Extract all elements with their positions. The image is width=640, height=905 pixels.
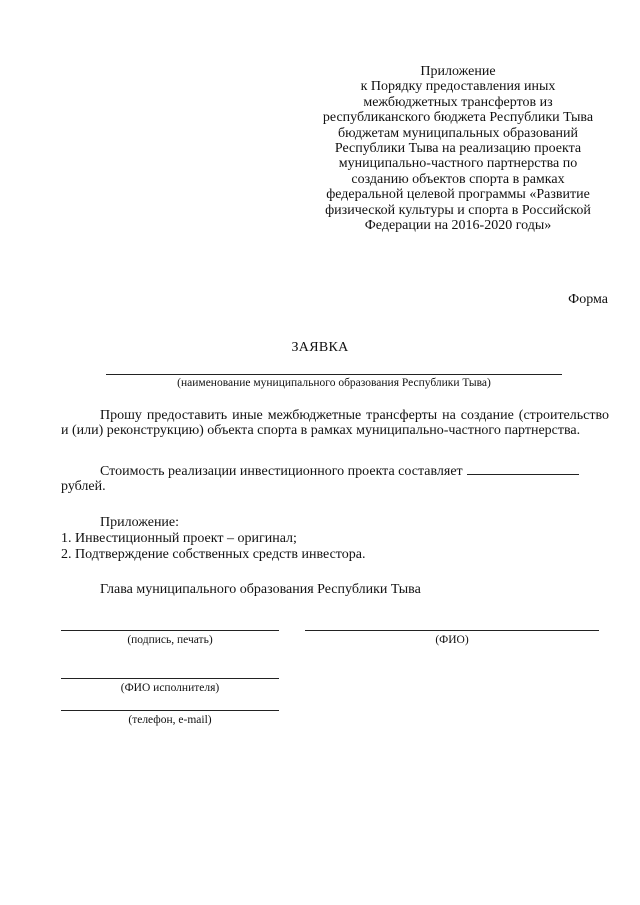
cost-paragraph xyxy=(61,463,609,479)
signature-line[interactable] xyxy=(61,630,279,631)
appendix-line: физической культуры и спорта в Российской xyxy=(325,202,591,218)
attachments-heading: Приложение: xyxy=(100,515,180,530)
appendix-line: к Порядку предоставления иных xyxy=(360,79,556,95)
form-label: Форма xyxy=(568,292,608,307)
cost-amount-field[interactable] xyxy=(467,463,579,475)
full-name-line[interactable] xyxy=(305,630,599,631)
attachment-item: 2. Подтверждение собственных средств инвестора. xyxy=(61,547,366,562)
appendix-line: бюджетам муниципальных образований xyxy=(338,125,578,141)
cost-unit: рублей. xyxy=(61,479,106,494)
appendix-line: Республики Тыва на реализацию проекта xyxy=(334,141,582,157)
attachment-item: 1. Инвестиционный проект – оригинал; xyxy=(61,531,297,546)
contacts-line[interactable] xyxy=(61,710,279,711)
appendix-line: созданию объектов спорта в рамках xyxy=(351,171,565,187)
municipality-name-caption: (наименование муниципального образования Республики Тыва) xyxy=(177,377,491,389)
full-name-caption: (ФИО) xyxy=(435,634,469,646)
signature-caption: (подпись, печать) xyxy=(127,634,213,646)
appendix-line: муниципально-частного партнерства по xyxy=(338,156,578,172)
appendix-line: межбюджетных трансфертов из xyxy=(363,94,553,110)
cost-text: Стоимость реализации инвестиционного проекта составляет xyxy=(100,464,463,479)
executor-line[interactable] xyxy=(61,678,279,679)
request-paragraph: Прошу предоставить иные межбюджетные трансферты на создание (строительство и (или) реконструкцию) объекта спорта в рамках муниципально-частного партнерства. xyxy=(61,408,609,438)
appendix-line: федеральной целевой программы «Развитие xyxy=(326,187,590,203)
document-title: ЗАЯВКА xyxy=(291,340,349,355)
appendix-line: Федерации на 2016-2020 годы» xyxy=(364,218,552,234)
head-title: Глава муниципального образования Республики Тыва xyxy=(100,582,421,597)
appendix-line: республиканского бюджета Республики Тыва xyxy=(322,110,594,126)
contacts-caption: (телефон, e-mail) xyxy=(128,714,212,726)
executor-caption: (ФИО исполнителя) xyxy=(120,682,220,694)
appendix-line: Приложение xyxy=(420,64,496,79)
appendix-header xyxy=(300,64,616,233)
municipality-name-line[interactable] xyxy=(106,374,562,375)
